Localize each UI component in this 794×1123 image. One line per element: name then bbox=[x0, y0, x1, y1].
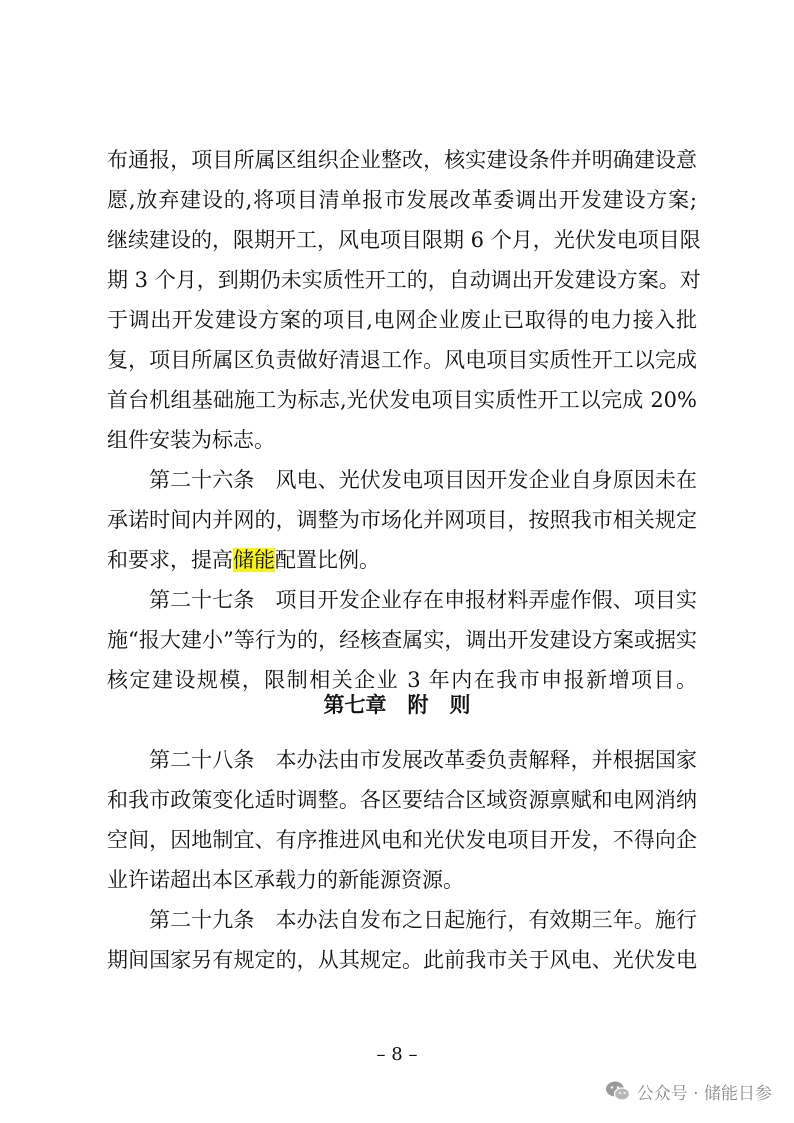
body-line bbox=[107, 545, 697, 575]
body-line: 组件安装为标志。 bbox=[107, 428, 275, 452]
body-line: 愿,放弃建设的,将项目清单报市发展改革委调出开发建设方案; bbox=[107, 188, 697, 212]
body-line: 期间国家另有规定的，从其规定。此前我市关于风电、光伏发电 bbox=[107, 948, 697, 972]
body-line: 复，项目所属区负责做好清退工作。风电项目实质性开工以完成 bbox=[107, 348, 697, 372]
article-28-line: 第二十八条 本办法由市发展改革委负责解释，并根据国家 bbox=[149, 748, 697, 772]
body-line: 和我市政策变化适时调整。各区要结合区域资源禀赋和电网消纳 bbox=[107, 788, 697, 812]
body-line: 期 3 个月，到期仍未实质性开工的，自动调出开发建设方案。对 bbox=[107, 268, 701, 292]
body-line: 布通报，项目所属区组织企业整改，核实建设条件并明确建设意 bbox=[107, 148, 697, 172]
article-29-line: 第二十九条 本办法自发布之日起施行，有效期三年。施行 bbox=[149, 908, 697, 932]
text-segment: 配置比例。 bbox=[275, 548, 380, 572]
body-line: 承诺时间内并网的，调整为市场化并网项目，按照我市相关规定 bbox=[107, 508, 697, 532]
page-number: – 8 – bbox=[376, 1044, 418, 1065]
body-line: 施“报大建小”等行为的，经核查属实，调出开发建设方案或据实 bbox=[107, 628, 697, 652]
wechat-icon bbox=[605, 1080, 631, 1102]
body-line: 空间，因地制宜、有序推进风电和光伏发电项目开发，不得向企 bbox=[107, 828, 697, 852]
body-line: 首台机组基础施工为标志,光伏发电项目实质性开工以完成 20% bbox=[107, 388, 697, 412]
highlighted-keyword: 储能 bbox=[233, 548, 275, 572]
watermark-text: 公众号 · 储能日参 bbox=[636, 1083, 772, 1104]
body-line: 核定建设规模，限制相关企业 3 年内在我市申报新增项目。 bbox=[107, 668, 697, 692]
article-26-line: 第二十六条 风电、光伏发电项目因开发企业自身原因未在 bbox=[149, 468, 697, 492]
watermark bbox=[605, 1077, 772, 1105]
body-line: 于调出开发建设方案的项目,电网企业废止已取得的电力接入批 bbox=[107, 308, 697, 332]
body-line: 业许诺超出本区承载力的新能源资源。 bbox=[107, 868, 464, 892]
article-27-line: 第二十七条 项目开发企业存在申报材料弄虚作假、项目实 bbox=[149, 588, 697, 612]
text-segment: 和要求，提高 bbox=[107, 548, 233, 572]
chapter-title: 第七章 附 则 bbox=[323, 693, 471, 717]
body-line: 继续建设的，限期开工，风电项目限期 6 个月，光伏发电项目限 bbox=[107, 228, 701, 252]
